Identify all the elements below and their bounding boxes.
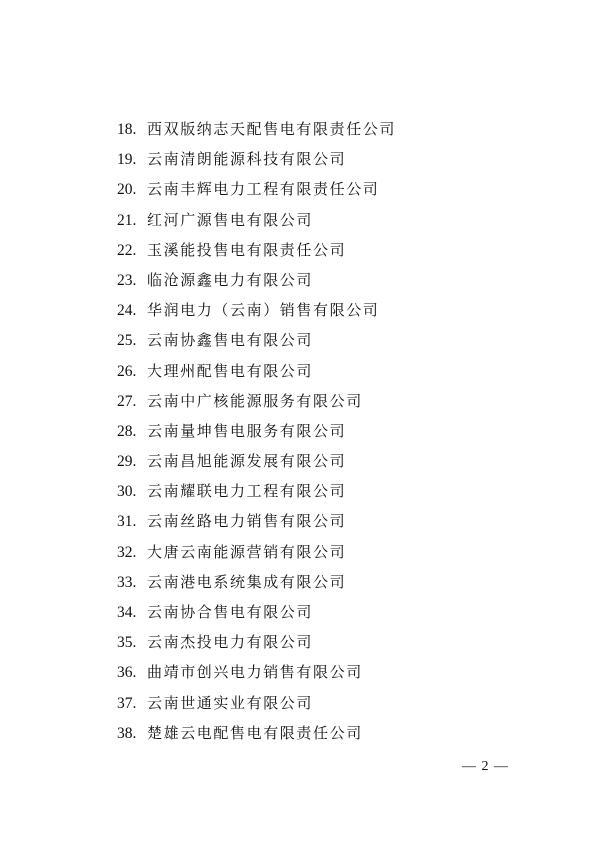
list-item (117, 416, 396, 446)
company-name: 云南量坤售电服务有限公司 (147, 421, 347, 440)
item-number: 30. (117, 483, 137, 501)
item-number: 18. (117, 121, 137, 138)
list-item (117, 506, 396, 536)
company-name: 云南耀联电力工程有限公司 (147, 482, 347, 501)
page-number: — 2 — (462, 759, 509, 774)
item-number: 19. (117, 151, 137, 169)
list-item (117, 446, 396, 476)
company-name: 云南丰辉电力工程有限责任公司 (147, 180, 380, 199)
company-name: 玉溪能投售电有限责任公司 (147, 240, 347, 259)
item-number: 21. (117, 211, 137, 229)
company-name: 云南丝路电力销售有限公司 (147, 512, 347, 531)
list-item (117, 688, 396, 718)
item-number: 38. (117, 724, 137, 742)
item-number: 33. (117, 573, 137, 591)
company-name: 云南清朗能源科技有限公司 (147, 150, 347, 169)
item-number: 34. (117, 604, 137, 621)
item-number: 28. (117, 422, 137, 440)
company-name: 大理州配售电有限公司 (147, 361, 314, 380)
list-item (117, 174, 396, 204)
item-number: 25. (117, 332, 137, 350)
company-name: 楚雄云电配售电有限责任公司 (147, 723, 363, 742)
list-item (117, 356, 396, 386)
list-item (117, 627, 396, 657)
list-item (117, 114, 396, 144)
list-item (117, 205, 396, 235)
item-number: 26. (117, 362, 137, 380)
list-item (117, 325, 396, 355)
list-item (117, 295, 396, 325)
company-list (117, 114, 396, 748)
list-item (117, 144, 396, 174)
company-name: 红河广源售电有限公司 (147, 210, 314, 229)
item-number: 29. (117, 453, 137, 471)
list-item (117, 386, 396, 416)
list-item (117, 597, 396, 627)
list-item (117, 476, 396, 506)
list-item (117, 657, 396, 687)
company-name: 云南杰投电力有限公司 (147, 633, 314, 652)
company-name: 云南协鑫售电有限公司 (147, 331, 314, 350)
item-number: 20. (117, 181, 137, 199)
company-name: 华润电力（云南）销售有限公司 (147, 301, 380, 320)
company-name: 云南世通实业有限公司 (147, 693, 314, 712)
list-item (117, 235, 396, 265)
list-item (117, 567, 396, 597)
company-name: 云南中广核能源服务有限公司 (147, 391, 363, 410)
company-name: 曲靖市创兴电力销售有限公司 (147, 663, 363, 682)
item-number: 24. (117, 302, 137, 320)
company-name: 临沧源鑫电力有限公司 (147, 270, 314, 289)
list-item (117, 718, 396, 748)
item-number: 23. (117, 271, 137, 289)
item-number: 35. (117, 634, 137, 652)
item-number: 27. (117, 392, 137, 410)
list-item (117, 265, 396, 295)
company-name: 云南协合售电有限公司 (147, 603, 314, 621)
company-name: 西双版纳志天配售电有限责任公司 (147, 120, 397, 138)
item-number: 32. (117, 543, 137, 561)
item-number: 37. (117, 694, 137, 712)
item-number: 36. (117, 664, 137, 682)
company-name: 云南港电系统集成有限公司 (147, 572, 347, 591)
item-number: 22. (117, 241, 137, 259)
list-item (117, 537, 396, 567)
company-name: 大唐云南能源营销有限公司 (147, 542, 347, 561)
company-name: 云南昌旭能源发展有限公司 (147, 452, 347, 471)
item-number: 31. (117, 513, 137, 531)
